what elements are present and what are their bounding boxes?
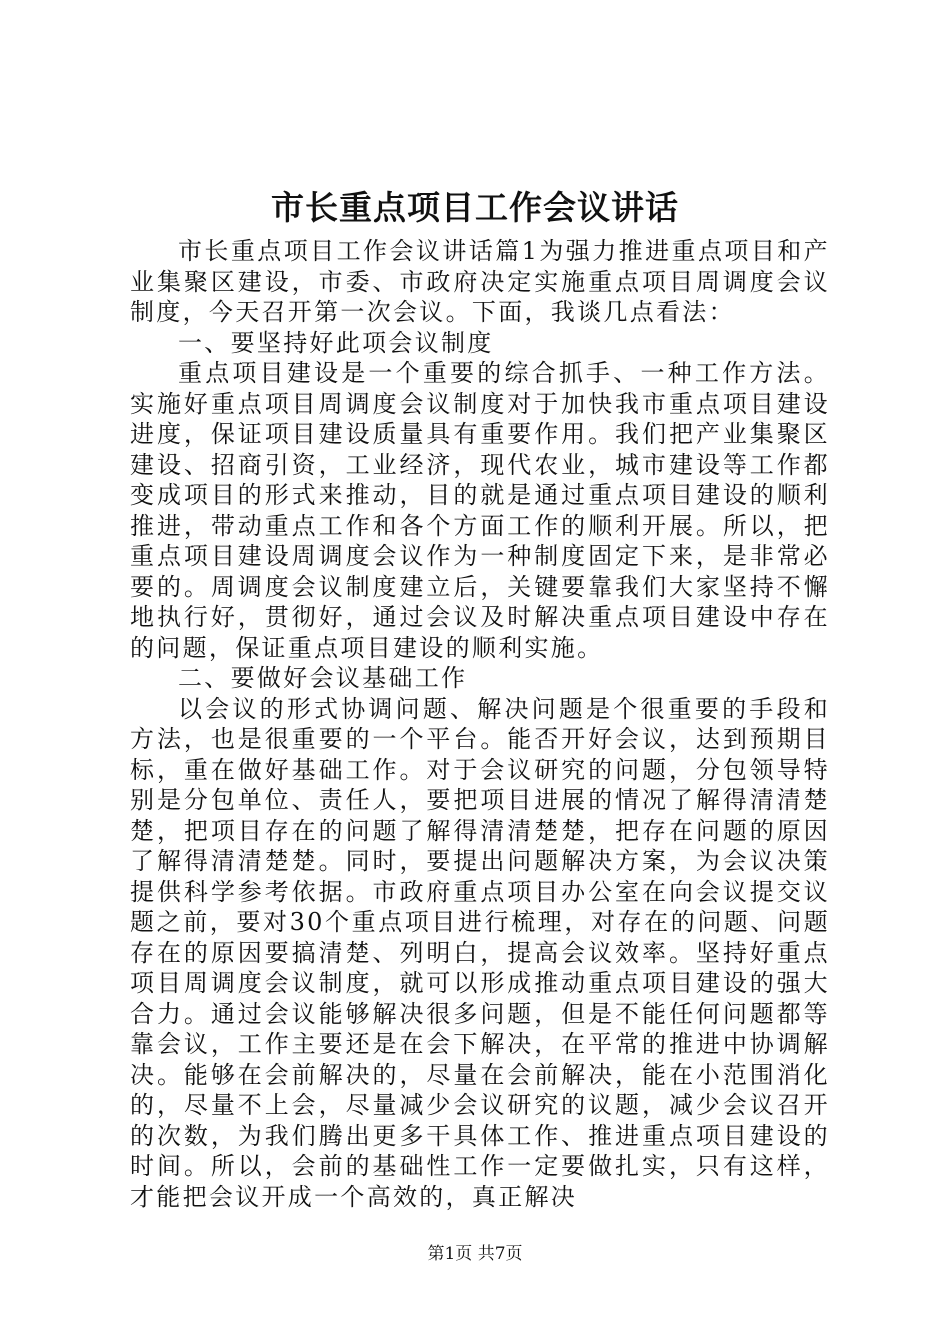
document-body <box>130 236 830 1212</box>
section-heading-2: 二、要做好会议基础工作 <box>178 664 468 692</box>
paragraph-section-2: 以会议的形式协调问题、解决问题是个很重要的手段和方法，也是很重要的一个平台。能否开好会议，达到预期目标，重在做好基础工作。对于会议研究的问题，分包领导特别是分包单位、责任人，要把项目进展的情况了解得清清楚楚，把项目存在的问题了解得清清楚楚，把存在问题的原因了解得清清楚楚。同时，要提出问题解决方案，为会议决策提供科学参考依据。市政府重点项目办公室在向会议提交议题之前，要对30个重点项目进行梳理，对存在的问题、问题存在的原因要搞清楚、列明白，提高会议效率。坚持好重点项目周调度会议制度，就可以形成推动重点项目建设的强大合力。通过会议能够解决很多问题，但是不能任何问题都等靠会议，工作主要还是在会下解决，在平常的推进中协调解决。能够在会前解决的，尽量在会前解决，能在小范围消化的，尽量不上会，尽量减少会议研究的议题，减少会议召开的次数，为我们腾出更多干具体工作、推进重点项目建设的时间。所以，会前的基础性工作一定要做扎实，只有这样，才能把会议开成一个高效的，真正解决 <box>130 694 830 1211</box>
page-indicator: 第1页 共7页 <box>427 1244 523 1264</box>
paragraph-intro: 市长重点项目工作会议讲话篇1为强力推进重点项目和产业集聚区建设，市委、市政府决定实施重点项目周调度会议制度，今天召开第一次会议。下面，我谈几点看法： <box>130 237 830 326</box>
section-heading-1: 一、要坚持好此项会议制度 <box>178 328 494 357</box>
document-title: 市长重点项目工作会议讲话 <box>271 188 679 227</box>
paragraph-section-1: 重点项目建设是一个重要的综合抓手、一种工作方法。实施好重点项目周调度会议制度对于加快我市重点项目建设进度，保证项目建设质量具有重要作用。我们把产业集聚区建设、招商引资，工业经济，现代农业，城市建设等工作都变成项目的形式来推动，目的就是通过重点项目建设的顺利推进，带动重点工作和各个方面工作的顺利开展。所以，把重点项目建设周调度会议作为一种制度固定下来，是非常必要的。周调度会议制度建立后，关键要靠我们大家坚持不懈地执行好，贯彻好，通过会议及时解决重点项目建设中存在的问题，保证重点项目建设的顺利实施。 <box>130 359 830 662</box>
